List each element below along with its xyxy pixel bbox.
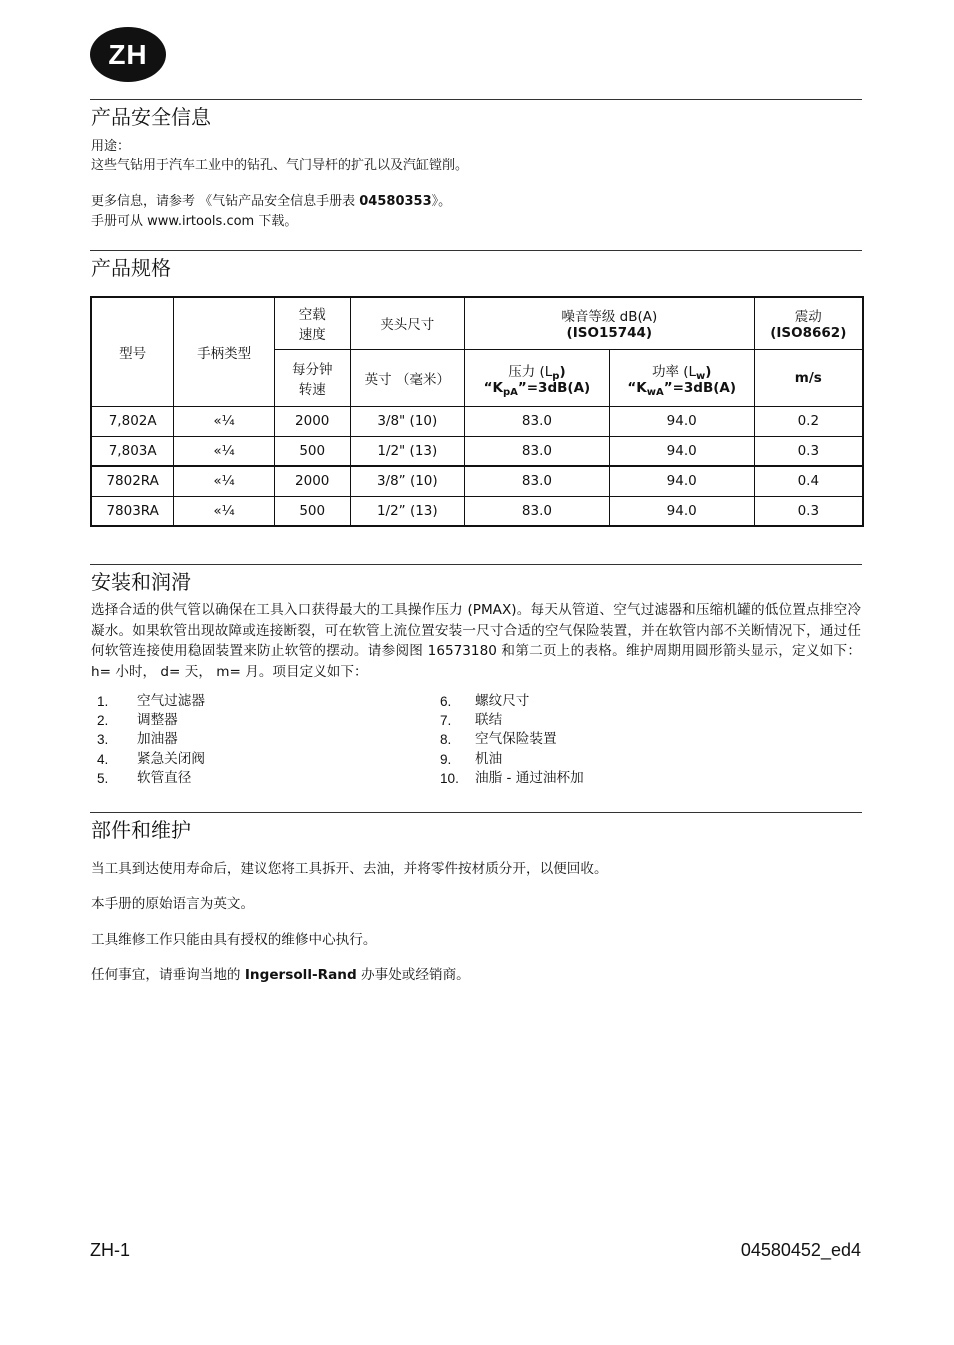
spec-table [90, 296, 864, 527]
cell-model: 7,803A [91, 436, 174, 466]
cell-pressure: 83.0 [465, 466, 610, 496]
cell-pressure: 83.0 [465, 406, 610, 436]
table-row [91, 406, 863, 436]
cell-power: 94.0 [609, 466, 754, 496]
header-vibration: 震动 (ISO8662) [754, 297, 863, 349]
cell-power: 94.0 [609, 436, 754, 466]
cell-speed: 500 [274, 436, 350, 466]
header-pressure: 压力 $(L_p)$ “$K_{pA}”=3dB(A)$ [465, 349, 610, 406]
header-inch-mm: 英寸 （毫米） [350, 349, 464, 406]
usage-text: 这些气钻用于汽车工业中的钻孔、气门导杆的扩孔以及汽缸镗削。 [91, 158, 469, 173]
header-noise: 噪音等级 dB(A) (ISO15744) [465, 297, 755, 349]
cell-vibration: 0.3 [754, 436, 863, 466]
brand-name: Ingersoll-Rand [244, 967, 357, 983]
cell-model: 7,802A [91, 406, 174, 436]
cell-power: 94.0 [609, 406, 754, 436]
cell-handle: «¼ [174, 406, 274, 436]
section-title-parts: 部件和维护 [91, 818, 191, 842]
download-text: 手册可从 www.irtools.com 下载。 [91, 214, 298, 229]
list-item: 9. 机油 [440, 750, 503, 767]
cell-pressure: 83.0 [465, 436, 610, 466]
cell-chuck: 3/8" (10) [350, 406, 464, 436]
list-item: 2. 调整器 [97, 712, 178, 729]
cell-handle: «¼ [174, 436, 274, 466]
table-row [91, 466, 863, 496]
cell-chuck: 1/2" (13) [350, 436, 464, 466]
cell-chuck: 3/8” (10) [350, 466, 464, 496]
install-paragraph: 选择合适的供气管以确保在工具入口获得最大的工具操作压力 (PMAX)。每天从管道、空气过滤器和压缩机罐的低位置点排空冷凝水。如果软管出现故障或连接断裂，可在软管上流位置安装一尺寸合适的空气保险装置，并在软管内部不关断情况下，通过任何软管连接使用稳固装置来防止软管的摆动。请参阅图 16573180 和第二页上的表格。维护周期用圆形箭头显示，定义如下：h= 小时， d= 天， m= 月。项目定义如下： [91, 602, 861, 680]
item-list-left [97, 692, 205, 788]
table-row [91, 496, 863, 526]
parts-paragraph-2: 本手册的原始语言为英文。 [91, 896, 255, 912]
list-item: 5. 软管直径 [97, 769, 192, 786]
header-power: 功率 $(L_w)$ “$K_{wA}”=3dB(A)$ [609, 349, 754, 406]
manual-number: 04580353 [359, 194, 432, 209]
list-item: 3. 加油器 [97, 731, 178, 748]
usage-label: 用途： [91, 139, 131, 154]
list-item: 6. 螺纹尺寸 [440, 693, 530, 709]
section-title-install: 安装和润滑 [91, 570, 191, 594]
list-item: 8. 空气保险装置 [440, 731, 557, 748]
item-list-right [440, 692, 584, 788]
cell-model: 7803RA [91, 496, 174, 526]
header-free-speed: 空载 速度 [274, 297, 350, 349]
header-model: 型号 [91, 297, 174, 406]
section-title-safety: 产品安全信息 [91, 105, 211, 129]
cell-handle: «¼ [174, 466, 274, 496]
cell-vibration: 0.3 [754, 496, 863, 526]
list-item: 10. 油脂 - 通过油杯加 [440, 769, 584, 786]
more-info-text: 更多信息，请参考 《气钻产品安全信息手册表 04580353》。 [91, 194, 452, 209]
section-divider [90, 250, 862, 251]
language-badge: ZH [90, 27, 166, 82]
cell-vibration: 0.2 [754, 406, 863, 436]
list-item: 1. 空气过滤器 [97, 693, 205, 709]
header-chuck: 夹头尺寸 [350, 297, 464, 349]
document-code: 04580452_ed4 [740, 1240, 861, 1260]
section-title-specs: 产品规格 [91, 256, 171, 280]
page-number: ZH-1 [90, 1240, 130, 1260]
section-divider [90, 812, 862, 813]
cell-speed: 2000 [274, 406, 350, 436]
cell-model: 7802RA [91, 466, 174, 496]
cell-handle: «¼ [174, 496, 274, 526]
table-row [91, 436, 863, 466]
cell-chuck: 1/2” (13) [350, 496, 464, 526]
section-divider [90, 564, 862, 565]
parts-paragraph-1: 当工具到达使用寿命后，建议您将工具拆开、去油，并将零件按材质分开，以便回收。 [91, 861, 608, 877]
section-divider [90, 99, 862, 100]
list-item: 4. 紧急关闭阀 [97, 750, 205, 767]
cell-speed: 2000 [274, 466, 350, 496]
header-rpm: 每分钟 转速 [274, 349, 350, 406]
header-handle: 手柄类型 [174, 297, 274, 406]
header-ms: m/s [754, 349, 863, 406]
list-item: 7. 联结 [440, 712, 503, 729]
cell-vibration: 0.4 [754, 466, 863, 496]
cell-power: 94.0 [609, 496, 754, 526]
parts-paragraph-3: 工具维修工作只能由具有授权的维修中心执行。 [91, 932, 377, 948]
parts-paragraph-4: 任何事宜，请垂询当地的 Ingersoll-Rand 办事处或经销商。 [91, 967, 470, 983]
cell-speed: 500 [274, 496, 350, 526]
cell-pressure: 83.0 [465, 496, 610, 526]
